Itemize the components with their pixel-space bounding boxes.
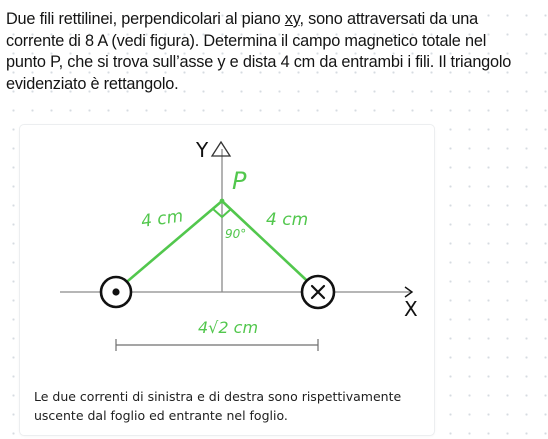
problem-line-1-end: , sono attraversati da una <box>299 10 479 28</box>
caption-line-1: Le due correnti di sinistra e di destra sono rispettivamente <box>34 389 402 404</box>
y-axis-arrow-icon <box>212 142 230 156</box>
problem-line-1-start: Due fili rettilinei, perpendicolari al piano <box>6 10 285 28</box>
xy-plane-text: xy <box>284 10 300 28</box>
point-p-label: P <box>232 167 247 195</box>
problem-line-1 <box>6 9 546 31</box>
problem-line-2: corrente di 8 A (vedi figura). Determina il campo magnetico totale nel <box>6 31 487 50</box>
caption-line-2: uscente dal foglio ed entrante nel foglio. <box>34 408 288 423</box>
x-axis-label: X <box>404 297 418 321</box>
figure-caption <box>34 387 426 425</box>
right-side-length-label: 4 cm <box>266 210 309 230</box>
base-length-label: 4√2 cm <box>198 318 259 337</box>
problem-line-4: evidenziato è rettangolo. <box>6 74 179 93</box>
problem-line-3: punto P, che si trova sull’asse y e dista 4 cm da entrambi i fili. Il triangolo <box>6 53 512 71</box>
left-side-length-label: 4 cm <box>139 206 185 232</box>
figure-diagram <box>20 125 434 380</box>
problem-statement <box>6 9 546 95</box>
y-axis-label: Y <box>196 138 209 162</box>
figure-card <box>20 125 434 435</box>
right-angle-label: 90° <box>225 227 247 241</box>
point-p-dot <box>220 199 225 204</box>
left-wire-dot-icon <box>112 288 119 295</box>
